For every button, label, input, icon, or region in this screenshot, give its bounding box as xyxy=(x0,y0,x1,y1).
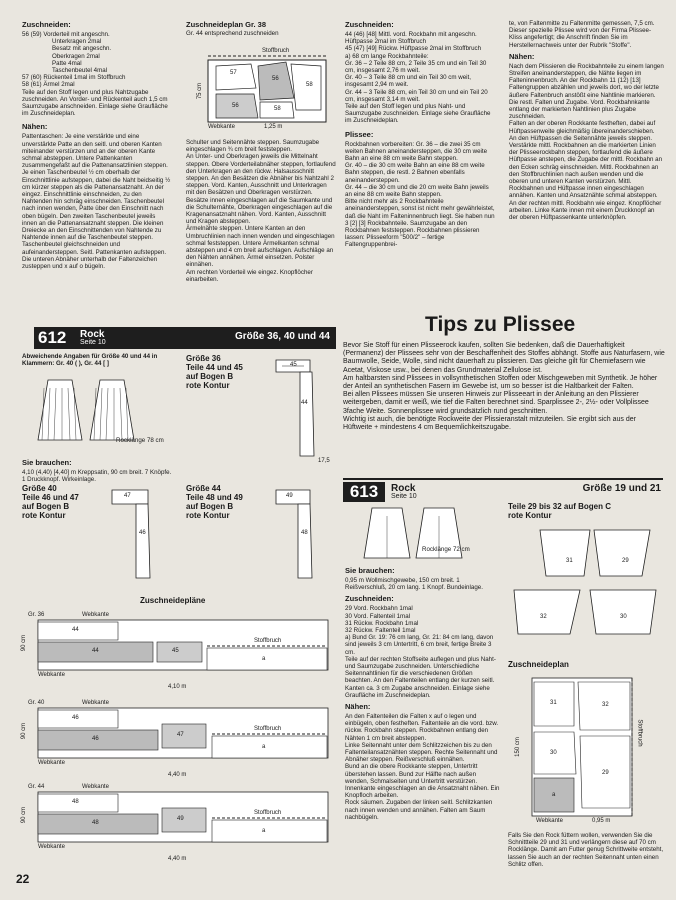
plan-piece-30: 30 xyxy=(550,750,557,756)
mid-instructions: Schulter und Seitennähte steppen. Saumzugabe eingeschlagen ¾ cm breit feststeppen. An Unter- und Oberkragen jeweils die Mittelnaht steppen. Obere Vorderteilabnäher steppen, fortlaufend den Unterkragen an den rückw. Halsausschnitt steppen. An den Besätzen die Abnäher bis Nahtzahl 2 steppen. Vord. Kanten, Ausschnitt und Unterkragen mit den Besätzen und Oberkragen verstürzen. Besätze innen eingeschlagen auf die Saumkante und die Schulternähte, Oberkragen eingeschlagen auf die Kragenansatznaht nähen. Vord. Kanten, Ausschnitt und Kragen absteppen. Ärmelnähte steppen. Untere Kanten an den Umbruchlinien nach innen wenden und eingeschlagen schmal feststeppen. Untere Ärmelkanten schmal absteppen und 4 cm breit aufschlagen. Aufschläge an den Nähten annähen. Ärmel einsetzen. Polster einnähen. Am rechten Vorderteil wie eingez. Knopflöcher einarbeiten. xyxy=(186,139,336,283)
zuschneiden-line: 57 (60) Rückenteil 1mal im Stoffbruch xyxy=(22,74,126,82)
plan-label: Gr. 40 xyxy=(28,700,45,706)
cutting-layout-svg xyxy=(196,48,336,136)
plan-height: 90 cm xyxy=(21,806,28,824)
piece-44-shape xyxy=(300,372,314,456)
zuschneiden-text: 29 Vord. Rockbahn 1mal 30 Vord. Faltenteil 1mal 31 Rückw. Rockbahn 1mal 32 Rückw. Faltenteil 1mal a) Bund Gr. 19: 76 cm lang, Gr. 21: 84 cm lang, davon sind jeweils 3 cm Untertritt, 6 cm breit, fertige Breite 3 cm. Teile auf der rechten Stoffseite auflegen und plus Naht- und Saumzugabe zuschneiden. Unterschiedliche Seitennahtlinien für die verschiedenen Größen beachten. An den Faltenteilen entlang der kurzen seitl. Kanten ca. 3 cm Zugabe anschneiden. Einlage siehe Graufläche im Zuschneideplan. xyxy=(345,605,496,699)
top-middle-text xyxy=(186,139,336,286)
zuschneiden-line-2: a) 68 cm lange Rockbahnteile: xyxy=(345,52,429,60)
rock-length-612: Rocklänge 78 cm xyxy=(116,437,164,444)
plan-height: 150 cm xyxy=(514,737,521,757)
plan-piece-n2: 48 xyxy=(92,820,99,826)
tips-body: Bevor Sie Stoff für einen Plisseerock kaufen, sollten Sie bedenken, daß die Dauerhaftigkeit (Permanenz) der Plissees sehr von der Beschaffenheit des Stoffes abhängt. Stoffe aus Naturfasern, wie Baumwolle, Seide, Wolle, sind nicht dauerhaft zu plissieren. Das gleiche gilt für Chemiefasern wie Acetat, Viskose usw., bei denen das Grundmaterial Zellulose ist. Am haltbarsten sind Plissees in vollsynthetischen Stoffen oder Mischgeweben mit Synthetik. Je höher der Anteil an synthetischen Fasern im Gewebe ist, um so besser ist die Haltbarkeit der Falten. Bei allen Plissees müssen Sie unseren Hinweis zur Plisseeart in der Anleitung an den Plissierer weitergeben, damit er weiß, wie tief die Falten berechnet sind. Sparplissee 2-, 2½- oder Vollplissee 3fache Weite. Sonnenplissee wird grundsätzlich rund geschnitten. Wichtig ist auch, die benötigte Rockweite der Plissieranstalt mitzuteilen. Sie ergibt sich aus der Hüftweite + mindestens 4 cm Bequemlichkeitszugabe. xyxy=(343,342,665,432)
zuschneideplan-heading: Zuschneideplan Gr. 38 xyxy=(186,20,267,29)
g44-title: Größe 44 Teile 48 und 49 auf Bogen B rote Kontur xyxy=(186,484,243,520)
zuschneiden-line: Taschenbeutel 4mal xyxy=(52,67,108,75)
naehen-heading: Nähen: xyxy=(22,122,48,132)
zuschneideplan-613 xyxy=(508,670,664,830)
zuschneiden-line: Patte 4mal xyxy=(52,59,82,67)
top-right-column-2 xyxy=(509,20,664,224)
plissee-text: Rockbahnen vorbereiten: Gr. 36 – die zwei 35 cm weiten Bahnen aneinandersteppen, die 30 cm weite Bahn an eine 88 cm weite Bahn steppen. Gr. 40 – die 30 cm weite Bahn an eine 88 cm weite Bahn steppen, die restl. 2 Bahnen ebenfalls aneinandersteppen. Gr. 44 – die 30 cm und die 20 cm weite Bahn jeweils an eine 88 cm weite Bahn steppen. Bitte nicht mehr als 2 Rockbahnteile aneinandersteppen, sonst ist nicht mehr gewährleistet, daß die Naht im Falteninnenbruch liegt. Sie haben nun 3 [2] [3] Rockbahnteile. Saumzugabe an den Rockbahnen feststeppen. Rockbahnen plissieren lassen: Plisseeform "500/2" – fertige Faltengruppenbrei- xyxy=(345,140,495,249)
piece-58: 58 xyxy=(306,82,313,88)
plan-piece-a: a xyxy=(262,828,266,834)
skirt-613-drawing xyxy=(352,506,472,566)
tips-title: Tips zu Plissee xyxy=(425,313,576,336)
height-label: 75 cm xyxy=(197,82,204,100)
plan-selvage-bottom: Webkante xyxy=(38,672,65,678)
plan-selvage-top: Webkante xyxy=(82,612,109,618)
piece-31-label: 31 xyxy=(566,558,573,564)
plan-piece-n3: 45 xyxy=(172,648,179,654)
plan-selvage-top: Webkante xyxy=(82,784,109,790)
zuschneiden-line: Teile auf den Stoff legen und plus Nahtzugabe zuschneiden. An Vorder- und Rückenteil auch 1,5 cm Saumzugabe anschneiden. Einlage siehe Graufläche im Zuschneideplan. xyxy=(22,88,170,118)
piece-46-label: 46 xyxy=(139,530,146,536)
plan-width: 4,40 m xyxy=(168,856,187,862)
plan-piece-n3: 47 xyxy=(177,732,184,738)
zuschneiden-line: Oberkragen 2mal xyxy=(52,52,100,60)
model-page: Seite 10 xyxy=(391,493,417,500)
section-612-header xyxy=(34,327,336,349)
plan-piece-a: a xyxy=(262,744,266,750)
plan-piece-32: 32 xyxy=(602,702,609,708)
zuschneiden-line: 58 (61) Ärmel 2mal xyxy=(22,81,75,89)
piece-47-label: 47 xyxy=(124,493,131,499)
model-sizes: Größe 36, 40 und 44 xyxy=(234,331,330,342)
zuschneiden-line-2: Teile auf den Stoff legen und plus Naht- und Saumzugabe zuschneiden. Einlage siehe Graufläche im Zuschneideplan. xyxy=(345,103,493,125)
naehen-heading: Nähen: xyxy=(345,702,371,712)
model-label: Rock xyxy=(391,483,416,494)
zuschneiden-line-2: Gr. 36 – 2 Teile 88 cm, 2 Teile 35 cm und ein Teil 30 cm, insgesamt 2,76 m weit. xyxy=(345,59,489,75)
teile-title-613: Teile 29 bis 32 auf Bogen C rote Kontur xyxy=(508,502,611,520)
brauchen-text: 0,95 m Wollmischgewebe, 150 cm breit. 1 Reißverschluß, 20 cm lang. 1 Knopf. Bundeinlage. xyxy=(345,577,483,592)
piece-32-label: 32 xyxy=(540,614,547,620)
section-613-header xyxy=(343,478,663,502)
top-middle-column xyxy=(186,20,336,37)
plan-fold: Stoffbruch xyxy=(254,726,282,732)
piece-29-label: 29 xyxy=(622,558,629,564)
plan-gr36 xyxy=(22,612,338,694)
rock-length-613: Rocklänge 72 cm xyxy=(422,546,470,553)
plan-selvage: Webkante xyxy=(536,818,563,824)
plan-piece-n3: 49 xyxy=(177,816,184,822)
plan-height: 90 cm xyxy=(21,722,28,740)
zuschneiden-line-2: 44 (46) [48] Mittl. vord. Rockbahn mit angeschn. Hüftpasse 2mal im Stoffbruch xyxy=(345,31,479,46)
page-number: 22 xyxy=(16,872,30,886)
s613-brauchen xyxy=(345,566,500,824)
zuschneiden-line-2: Gr. 40 – 3 Teile 88 cm und ein Teil 30 cm weit, insgesamt 2,94 m weit. xyxy=(345,74,473,89)
plan-613-svg xyxy=(508,670,664,830)
s612-abweichend xyxy=(22,353,172,367)
plan-piece-n2: 46 xyxy=(92,736,99,742)
plan-piece-a: a xyxy=(262,656,266,662)
plan-piece-29: 29 xyxy=(602,770,609,776)
abweichend-text: Abweichende Angaben für Größe 40 und 44 in Klammern: Gr. 40 ( ), Gr. 44 [ ] xyxy=(22,353,158,368)
measure-175: 17,5 xyxy=(318,458,330,464)
pattern-pieces-44-45 xyxy=(270,356,336,466)
plan-height: 90 cm xyxy=(21,634,28,652)
brauchen-text: 4,10 (4,40) [4,40] m Kreppsatin, 90 cm breit. 7 Knöpfe. 1 Druckknopf. Wirkeinlage. xyxy=(22,469,174,484)
piece-58b: 58 xyxy=(274,106,281,112)
plan-piece-n2: 44 xyxy=(92,648,99,654)
zuschneideplaene-title: Zuschneidepläne xyxy=(140,596,206,605)
plan-gr44-svg xyxy=(22,784,338,866)
top-right-column-1 xyxy=(345,20,495,252)
naehen-heading-2: Nähen: xyxy=(509,51,535,61)
piece-30-label: 30 xyxy=(620,614,627,620)
zuschneiden-heading: Zuschneiden: xyxy=(345,594,394,604)
naehen-text: Pattentaschen: Je eine verstärkte und eine unverstärkte Patte an den seitl. und oberen Kanten miteinander verstürzen und an der oberen Kante schmal absteppen. Untere Pattenkanten zusammengefaßt auf die Pattenansatzlinien steppen. Je einen Taschenbeutel ½ cm oberhalb der Einschnittlinie aufsteppen, dabei die Naht beidseitig ½ cm kürzer steppen als die Pattenansatznaht. An der eingez. Einschnittlinie einschneiden, zu den Nahtenden hin schräg einschneiden. Taschenbeutel nach innen wenden, Patte über den Einschnitt nach oben bügeln. Den zweiten Taschenbeutel jeweils innen an die Pattenansatznaht steppen. Die kleinen Dreiecke an den Einschnittenden von Nahtende zu Nahtende innen auf die Taschenbeutel steppen. Taschenbeutel gleichschneiden und aufeinandersteppen. Seitl. Pattenkanten aufsteppen. Die unteren Abnäher unterhalb der Faltenzeichen zusteppen und x auf o bügeln. xyxy=(22,133,171,271)
plan-selvage-bottom: Webkante xyxy=(38,760,65,766)
zuschneiden-heading: Zuschneiden: xyxy=(22,20,71,29)
plan-piece-n1: 44 xyxy=(72,627,79,633)
top-left-column xyxy=(22,20,172,273)
plan-gr40-svg xyxy=(22,700,338,782)
zuschneideplan-subheading: Gr. 44 entsprechend zuschneiden xyxy=(186,30,279,37)
piece-56b: 56 xyxy=(232,103,239,109)
footer-text: Falls Sie den Rock füttern wollen, verwenden Sie die Schnittteile 29 und 31 und verlängern diese auf 70 cm Rocklänge. Damit am Futter genug Schrittweite entsteht, lassen Sie auch an der rechten Seitennaht unten einen Schlitz offen. xyxy=(508,832,665,868)
plan-gr40 xyxy=(22,700,338,782)
plan-fold: Stoffbruch xyxy=(636,719,643,747)
zuschneiden-line: Unterkragen 2mal xyxy=(52,38,102,46)
plan-fold: Stoffbruch xyxy=(254,638,282,644)
width-label: 1,25 m xyxy=(264,124,283,130)
plan-piece-31: 31 xyxy=(550,700,557,706)
piece-57: 57 xyxy=(230,70,237,76)
pattern-pieces-29-32 xyxy=(510,524,660,654)
plan-width: 4,10 m xyxy=(168,684,187,690)
zuschneideplan-gr38-diagram xyxy=(196,48,336,136)
brauchen-heading: Sie brauchen: xyxy=(345,566,395,575)
pattern-pieces-48-49 xyxy=(270,486,336,586)
piece-49-label: 49 xyxy=(286,493,293,499)
plan-gr36-svg xyxy=(22,612,338,694)
teile-title-gr36: Größe 36 Teile 44 und 45 auf Bogen B rote Kontur xyxy=(186,354,243,390)
plan-label: Gr. 44 xyxy=(28,784,45,790)
zuschneiden-heading-2: Zuschneiden: xyxy=(345,20,394,29)
plan-label: Gr. 36 xyxy=(28,612,45,618)
plan-piece-n1: 48 xyxy=(72,799,79,805)
naehen-text: An den Faltenteilen die Falten x auf o legen und einbügeln, oben festheften. Faltenteile an die vord. bzw. rückw. Rockbahn steppen. Rockbahnen entlang den Nähten 1 cm breit absteppen. Linke Seitennaht unter dem Schlitzzeichen bis zu den Faltenteilansatznähten steppen. Rechte Seitennaht und Abnäher steppen. Reißverschluß einnähen. Bund an die obere Rockkante steppen, Untertritt überstehen lassen. Bund zur Hälfte nach außen wenden, Schmalseiten und Untertritt verstürzen. Innenkante eingeschlagen an die Ansatznaht nähen. Ein Knopfloch arbeiten. Rock säumen. Zugaben der linken seitl. Schlitzkanten nach innen wenden und annähen. Falten am Saum nachbügeln. xyxy=(345,713,500,821)
s612-brauchen xyxy=(22,458,172,486)
zuschneiden-line: Besatz mit angeschn. xyxy=(52,45,112,53)
plan-selvage-bottom: Webkante xyxy=(38,844,65,850)
model-sizes: Größe 19 und 21 xyxy=(582,483,661,494)
piece-56: 56 xyxy=(272,76,279,82)
plan-fold: Stoffbruch xyxy=(254,810,282,816)
plan-width: 0,95 m xyxy=(592,818,611,824)
plan-piece-n1: 46 xyxy=(72,715,79,721)
tips-text xyxy=(343,342,665,435)
selvage-label: Webkante xyxy=(208,124,235,130)
zuschneiden-line-2: Gr. 44 – 3 Teile 88 cm, ein Teil 30 cm und ein Teil 20 cm, insgesamt 3,14 m weit. xyxy=(345,88,490,103)
piece-48-label: 48 xyxy=(301,530,308,536)
plan-selvage-top: Webkante xyxy=(82,700,109,706)
model-page: Seite 10 xyxy=(80,339,106,346)
model-number: 612 xyxy=(38,328,67,347)
zuschneiden-line-2: 45 (47) [49] Rückw. Hüftpasse 2mal im Stoffbruch xyxy=(345,45,482,53)
zuschneiden-line: 56 (59) Vorderteil mit angeschn. xyxy=(22,31,110,38)
g40-title: Größe 40 Teile 46 und 47 auf Bogen B rote Kontur xyxy=(22,484,79,520)
piece-45-label: 45 xyxy=(290,362,297,368)
brauchen-heading: Sie brauchen: xyxy=(22,458,72,467)
pattern-pieces-46-47 xyxy=(108,486,174,586)
plan-width: 4,40 m xyxy=(168,772,187,778)
plan-gr44 xyxy=(22,784,338,866)
pattern-piece-57 xyxy=(216,64,256,90)
plissee-heading: Plissee: xyxy=(345,129,374,139)
s613-footer xyxy=(508,832,664,871)
fold-label: Stoffbruch xyxy=(262,48,290,54)
naehen-text-2: Nach dem Plissieren die Rockbahnteile zu einem langen Streifen aneinandersteppen, die Nähte liegen im Falteninnenbruch. An der Rockbahn 11 (12) [13] Faltengruppen abzählen und jeweils dort, wo der letzte äußere Faltenbruch anstößt eine Nahtlinie markieren. Die restl. Falten und Zugabe. Vord. Rockbahnkante entlang der markierten Nahtlinien plus Zugabe zuschneiden. Falten an der oberen Rockkante festheften, dabei auf Hüftpassenweite gleichmäßig übereinanderschieben. An den Hüftpassen die Seitennähte jeweils steppen. Verstärkte mittl. Rockbahnen an die markierten Linien der Plisseerockbahn steppen, fortlaufend die äußere Hüftpasse anstepen, die Zugabe der mittl. Rockbahn an den Ecken schräg einschneiden. Mittl. Rockbahnen an den Stoffbruchlinien nach außen wenden und die oberen und unteren Kanten verstürzen. Mittl. Rockbahnen und Hüftpasse innen eingeschlagen annähen. Kanten und Ansatznähte schmal absteppen. An der rechten mittl. Rockbahn wie eingez. Knopflöcher arbeiten. Linke Kante innen mit einem Druckknopf an der oberen Hüftpassenkante unterknöpfen. xyxy=(509,62,664,222)
zuschneideplan-613-title: Zuschneideplan xyxy=(508,660,569,669)
model-number: 613 xyxy=(343,482,385,502)
plissee-continued: te, von Faltenmitte zu Faltenmitte gemessen, 7,5 cm. Dieser spezielle Plissee wird von der Firma Plissee-Kliss angefertigt; die Anschrift finden Sie im Herstellernachweis unter der Rubrik "Stoffe". xyxy=(509,20,657,49)
plan-piece-a: a xyxy=(552,792,556,798)
model-label: Rock xyxy=(80,329,105,340)
piece-44-label: 44 xyxy=(301,400,308,406)
